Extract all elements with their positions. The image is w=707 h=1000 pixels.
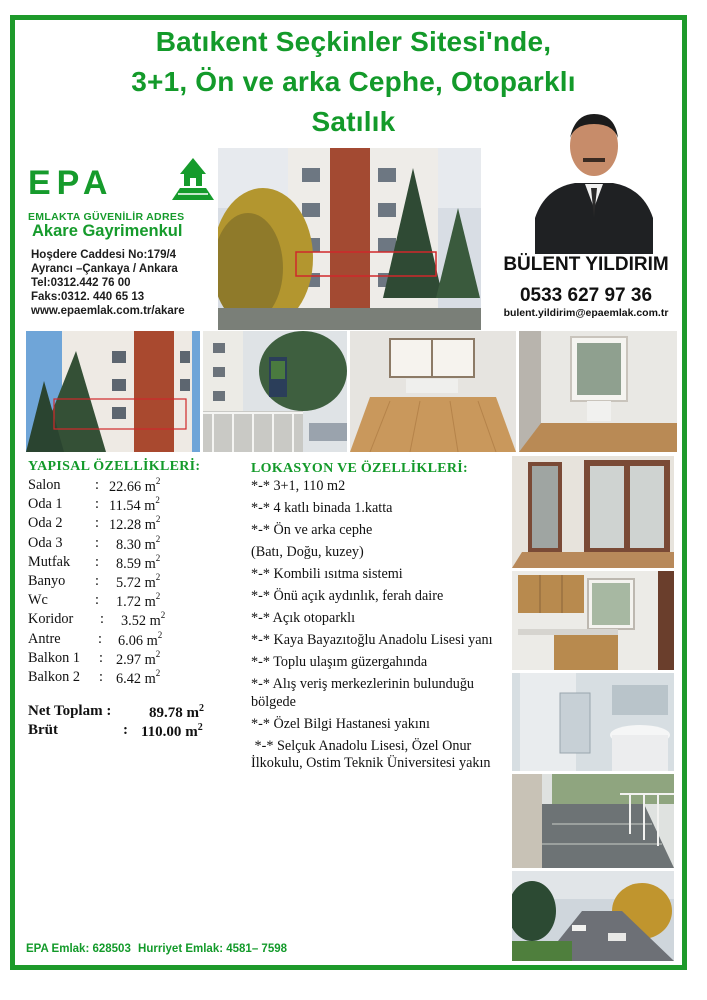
room-row [28,477,228,496]
room-area: 8.30 $m^2$ [116,533,161,553]
logo-wordmark: EPA [28,164,114,202]
footer [26,943,287,955]
room-area: 6.06 $m^2$ [118,629,163,649]
room-colon: : [95,496,99,513]
feature-item: *-* Ön ve arka cephe [251,522,373,538]
room-name: Oda 3 [28,534,63,551]
room-name: Salon [28,477,61,493]
title-line-3: Satılık [311,106,396,137]
agency-tagline: EMLAKTA GÜVENİLİR ADRES [28,211,185,223]
room-area: 8.59 $m^2$ [116,552,161,572]
feature-item: *-* Özel Bilgi Hastanesi yakını [251,715,430,732]
doors-photo [512,456,674,568]
agency-address-2: Ayrancı –Çankaya / Ankara [31,263,178,275]
site-entrance-photo [203,331,347,452]
room-colon: : [95,534,99,551]
room-row [28,650,228,669]
kitchen-photo [512,571,674,670]
agency-phone: Tel:0312.442 76 00 [31,277,131,289]
agent-portrait [535,108,653,254]
feature-item: *-* Kombili ısıtma sistemi [251,566,403,582]
room-colon: : [95,477,99,493]
gross-colon: : [123,722,128,738]
room-list [28,477,228,688]
feature-item: *-* Önü açık aydınlık, ferah daire [251,588,444,604]
feature-item: *-* Alış veriş merkezlerinin bulunduğu bölgede [251,676,475,710]
room-name: Balkon 2 [28,668,81,685]
room-area: 12.28 $m^2$ [109,514,161,534]
balcony-photo [512,774,674,868]
room-row [28,592,228,611]
bedroom-photo [519,331,677,452]
title-line-2: 3+1, Ön ve arka Cephe, Otoparklı [131,66,576,97]
footer-epa-listing: EPA Emlak: 628503 [26,943,131,955]
room-name: Oda 1 [28,496,63,513]
room-row [28,535,228,554]
room-area: 3.52 $m^2$ [121,610,166,630]
footer-hurriyet-listing: Hurriyet Emlak: 4581– 7598 [138,943,288,955]
feature-item: *-* Kaya Bayazıtoğlu Anadolu Lisesi yanı [251,632,493,648]
agent-email: bulent.yildirim@epaemlak.com.tr [503,307,669,319]
room-name: Koridor [28,611,74,628]
house-logo-icon [170,152,216,202]
room-name: Banyo [28,572,66,589]
room-name: Oda 2 [28,515,63,532]
room-area: 22.66 $m^2$ [109,476,161,495]
room-area: 2.97 $m^2$ [116,648,161,668]
location-title: LOKASYON VE ÖZELLİKLERİ: [251,461,468,476]
net-total-row [28,703,228,722]
agency-fax: Faks:0312. 440 65 13 [31,291,145,303]
room-name: Mutfak [28,553,71,570]
feature-item: *-* Açık otoparklı [251,610,356,626]
feature-item: (Batı, Doğu, kuzey) [251,544,364,560]
agent-name: BÜLENT YILDIRIM [503,254,669,275]
room-row [28,631,228,650]
feature-item: *-* Toplu ulaşım güzergahında [251,654,428,670]
net-total-label: Net Toplam : [28,703,112,719]
agency-logo [28,152,218,210]
title-line-1: Batıkent Seçkinler Sitesi'nde, [155,26,552,57]
living-room-photo [350,331,516,452]
room-area: 11.54 $m^2$ [109,495,160,514]
room-row [28,611,228,630]
feature-item: *-* Selçuk Anadolu Lisesi, Özel Onur İlkokulu, Ostim Teknik Üniversitesi yakın [251,737,491,771]
room-row [28,496,228,515]
room-area: 6.42 $m^2$ [116,667,161,687]
room-area: 5.72 $m^2$ [116,571,161,591]
room-colon: : [99,668,103,685]
bathroom-photo [512,673,674,771]
building-side-photo [26,331,200,452]
room-row [28,515,228,534]
room-name: Antre [28,630,61,647]
room-colon: : [95,572,99,589]
feature-item: *-* 4 katlı binada 1.katta [251,500,393,516]
room-area: 1.72 $m^2$ [116,591,161,610]
feature-list [251,478,501,777]
room-row [28,669,228,688]
agency-address-1: Hoşdere Caddesi No:179/4 [31,249,177,261]
area-totals [28,703,228,741]
gross-total-value: 110.00 $m^2$ [141,722,203,740]
room-colon: : [99,649,103,666]
room-name: Wc [28,592,48,609]
net-total-value: 89.78 $m^2$ [149,703,204,721]
street-view-photo [512,871,674,961]
gross-total-label: Brüt [28,722,58,738]
room-row [28,573,228,592]
agency-website: www.epaemlak.com.tr/akare [31,305,185,317]
building-photo [218,148,481,330]
room-row [28,554,228,573]
room-colon: : [95,592,99,609]
room-colon: : [95,553,99,570]
feature-item: *-* 3+1, 110 m2 [251,478,346,494]
room-colon: : [95,515,99,532]
agent-phone: 0533 627 97 36 [519,285,653,306]
gross-total-row [28,722,228,741]
room-name: Balkon 1 [28,649,81,666]
structure-title: YAPISAL ÖZELLİKLERİ: [28,459,201,474]
room-colon: : [100,611,104,628]
agency-name: Akare Gayrimenkul [32,222,183,240]
room-colon: : [98,630,102,647]
